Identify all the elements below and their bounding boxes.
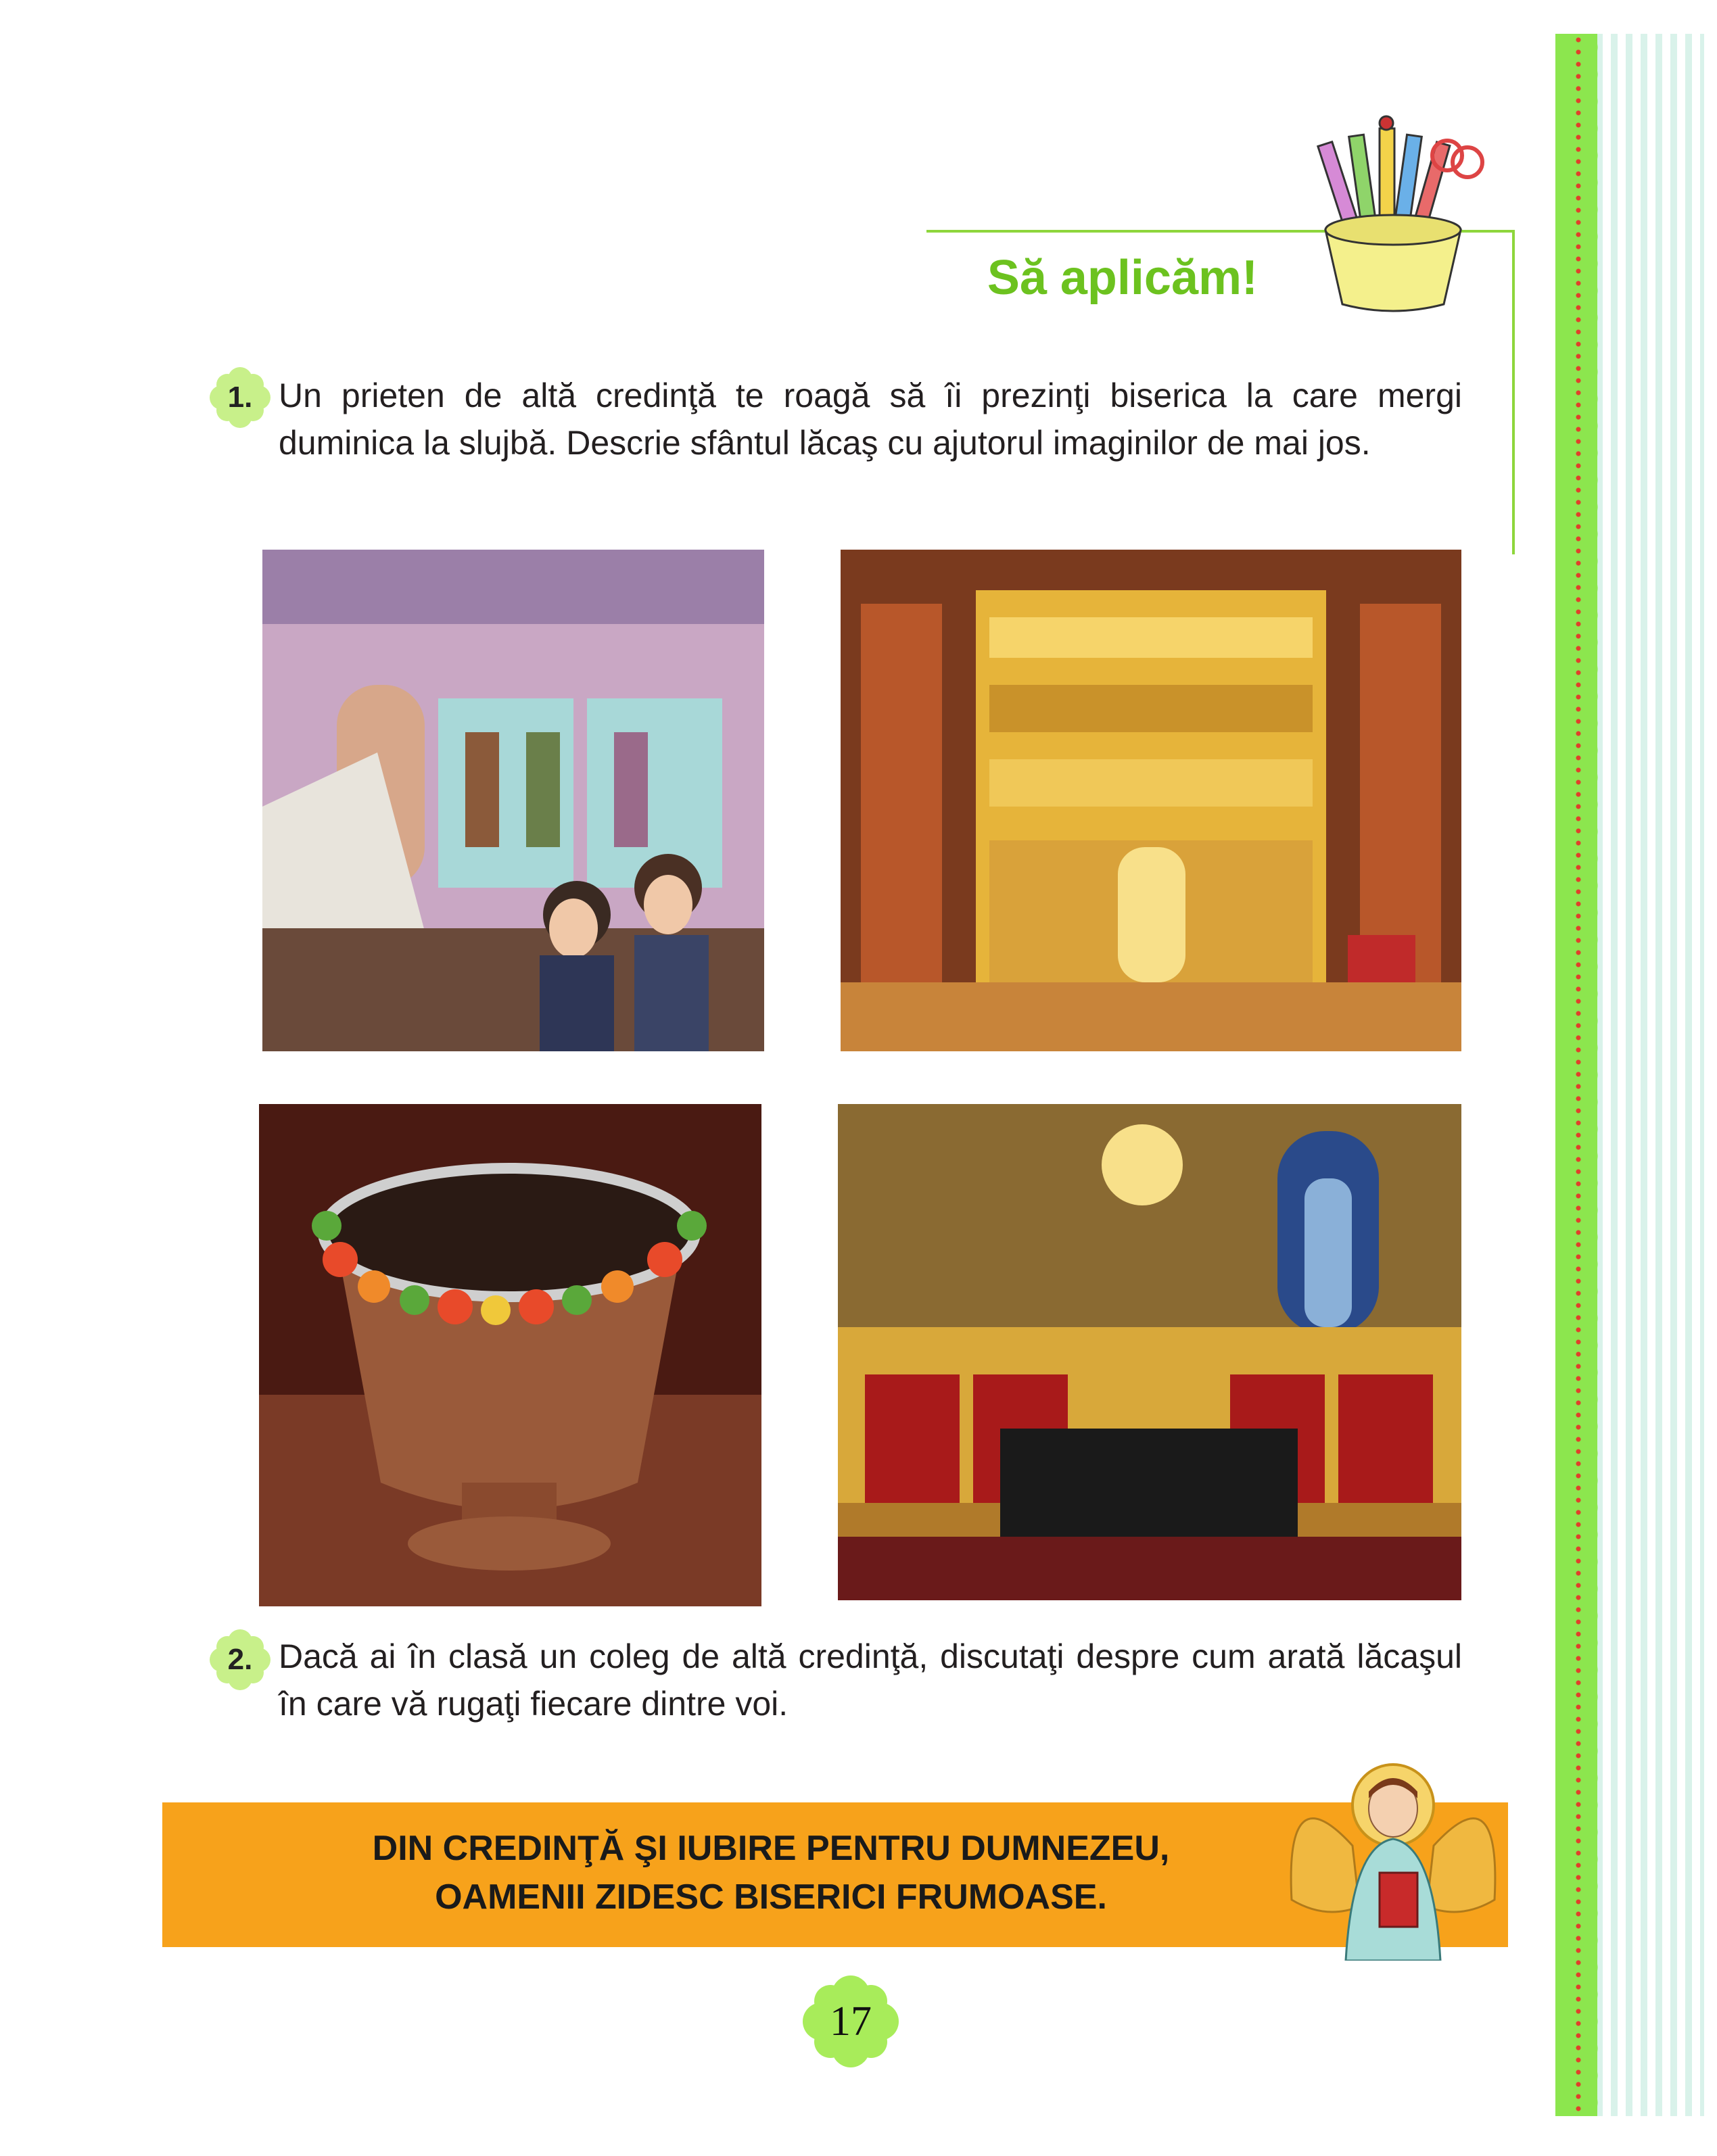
photo-church-interior-children bbox=[262, 550, 764, 1051]
pencil-cup-illustration bbox=[1285, 115, 1501, 318]
decorative-side-border bbox=[1555, 34, 1704, 2116]
exercise-1-number: 1. bbox=[227, 381, 253, 414]
exercise-2-text: Dacă ai în clasă un coleg de altă credinţă, discutaţi despre cum arată lăcaşul în care vă rugaţi fiecare dintre voi. bbox=[279, 1637, 1462, 1723]
photo-altar bbox=[838, 1104, 1461, 1600]
banner-line-1: DIN CREDINŢĂ ŞI IUBIRE PENTRU DUMNEZEU, bbox=[372, 1829, 1170, 1868]
heading-bracket-side bbox=[1512, 230, 1515, 554]
page-number: 17 bbox=[830, 1998, 872, 2044]
section-heading: Să aplicăm! bbox=[987, 251, 1258, 305]
exercise-2-badge bbox=[210, 1629, 271, 1690]
banner-line-2: OAMENII ZIDESC BISERICI FRUMOASE. bbox=[435, 1877, 1107, 1917]
angel-illustration bbox=[1271, 1744, 1515, 1961]
page-number-badge bbox=[800, 1974, 901, 2069]
photo-baptismal-font bbox=[259, 1104, 761, 1606]
photo-iconostasis bbox=[841, 550, 1461, 1051]
banner-text bbox=[331, 1824, 1210, 1921]
exercise-1-text: Un prieten de altă credinţă te roagă să îi prezinţi biserica la care mergi duminica la slujbă. Descrie sfântul lăcaş cu ajutorul imaginilor de mai jos. bbox=[279, 377, 1462, 462]
exercise-2-number: 2. bbox=[227, 1643, 253, 1676]
exercise-1-badge bbox=[210, 367, 271, 428]
